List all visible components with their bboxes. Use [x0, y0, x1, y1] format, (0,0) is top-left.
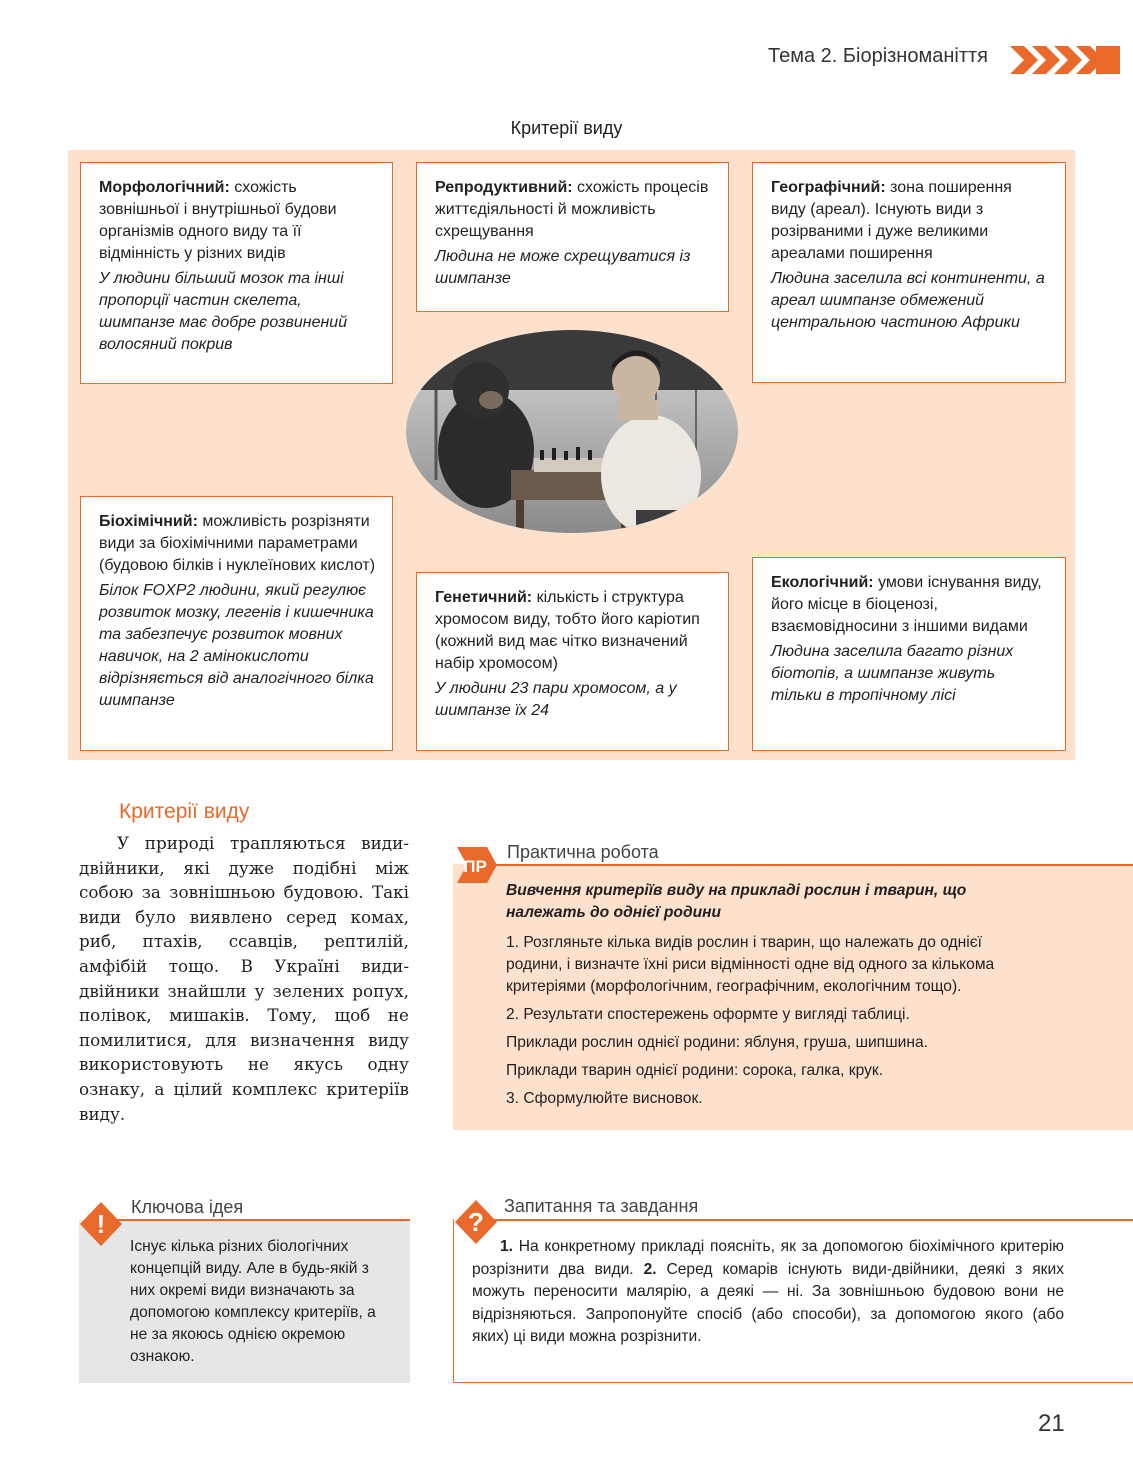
practical-step: Приклади тварин однієї родини: сорока, галка, крук.	[506, 1062, 884, 1079]
criterion-term: Репродуктивний:	[435, 179, 573, 196]
question-2: Серед комарів існують види-двійники, деякі з яких можуть переносити малярію, а деякі — ні. За зовнішньою будовою вони не відрізняються. Запропонуйте спосіб (або способи), за допомогою якого (або яких) ці види можна розрізнити.	[472, 1260, 1064, 1345]
questions-label: Запитання та завдання	[504, 1196, 699, 1216]
key-idea-text: Існує кілька різних біологічних концепцій виду. Але в будь-якій з них окремі види визначають за допомогою комплексу критеріїв, а не за якоюсь однією окремою ознакою.	[130, 1238, 376, 1365]
practical-step: Приклади рослин однієї родини: яблуня, груша, шипшина.	[506, 1034, 928, 1051]
questions-text	[472, 1236, 1064, 1349]
chapter-header: Тема 2. Біорізноманіття	[768, 45, 988, 67]
question-number: 2.	[643, 1260, 657, 1278]
criterion-definition: умови існування виду, його місце в біоценозі, взаємовідносини з іншими видами	[771, 574, 1042, 635]
key-idea-label: Ключова ідея	[131, 1197, 244, 1217]
criterion-example: Людина не може схрещуватися із шимпанзе	[435, 248, 691, 287]
criterion-card-biochemical	[80, 496, 393, 751]
chimpanzee-chess-photo	[406, 330, 738, 533]
criterion-example: У людини більший мозок та інші пропорції частин скелета, шимпанзе має добре розвинений волосяний покрив	[99, 270, 348, 353]
chevron-arrows-icon	[1010, 44, 1120, 76]
criterion-example: Білок FOXP2 людини, який регулює розвиток мозку, легенів і кишечника та забезпечує розвиток мовних навичок, на 2 амінокислоти відрізняється від аналогічного білка шимпанзе	[99, 582, 374, 709]
criterion-definition: схожість процесів життєдіяльності й можливість схрещування	[435, 179, 709, 240]
criterion-term: Географічний:	[771, 179, 886, 196]
criterion-definition: кількість і структура хромосом виду, тобто його каріотип (кожний вид має чітко визначений набір хромосом)	[435, 589, 700, 672]
criterion-term: Екологічний:	[771, 574, 874, 591]
criterion-card-morphological	[80, 162, 393, 384]
criterion-term: Генетичний:	[435, 589, 533, 606]
practical-step: 3. Сформулюйте висновок.	[506, 1090, 703, 1107]
practical-step: 2. Результати спостережень оформте у вигляді таблиці.	[506, 1006, 910, 1023]
practical-title: Вивчення критеріїв виду на прикладі рослин і тварин, що належать до однієї родини	[506, 882, 967, 921]
question-number: 1.	[500, 1238, 514, 1255]
criterion-card-reproductive	[416, 162, 729, 312]
practical-label: Практична робота	[507, 842, 659, 862]
section-heading: Критерії виду	[119, 800, 250, 823]
question-1: На конкретному прикладі поясніть, як за допомогою біохімічного критерію розрізнити два види.	[472, 1238, 1064, 1278]
page-number: 21	[1038, 1410, 1065, 1437]
criterion-term: Біохімічний:	[99, 513, 198, 530]
criterion-term: Морфологічний:	[99, 179, 230, 196]
criterion-definition: можливість розрізняти види за біохімічними параметрами (будовою білків і нуклеїнових кислот)	[99, 513, 376, 574]
section-body: У природі трапляються види-двійники, які дуже подібні між собою за зовнішньою будовою. Такі види було виявлено серед комах, риб, птахів, ссавців, рептилій, амфібій тощо. В Україні види-двійники знайшли у зелених ропух, полівок, мишаків. Тому, щоб не помилитися, для визначення виду використовують не якусь одну ознаку, а цілий комплекс критеріїв виду.	[79, 833, 409, 1124]
criterion-card-ecological	[752, 557, 1066, 751]
criterion-example: У людини 23 пари хромосом, а у шимпанзе їх 24	[435, 680, 677, 719]
criterion-example: Людина заселила всі континенти, а ареал шимпанзе обмежений центральною частиною Африки	[771, 270, 1045, 331]
questions-divider	[487, 1219, 1133, 1221]
criterion-definition: зона поширення виду (ареал). Існують види з розірваними і дуже великими ареалами поширення	[771, 179, 1012, 262]
criterion-card-genetic	[416, 572, 729, 751]
practical-step: 1. Розгляньте кілька видів рослин і тварин, що належать до однієї родини, і визначте їхні риси відмінності одне від одного за кількома критеріями (морфологічним, географічним, екологічним тощо).	[506, 934, 995, 995]
practical-content	[506, 880, 1033, 1116]
diagram-title: Критерії виду	[510, 118, 623, 138]
questions-badge-text: ?	[468, 1207, 484, 1237]
criterion-definition: схожість зовнішньої і внутрішньої будови організмів одного виду та її відмінність у різних видів	[99, 179, 337, 262]
criterion-example: Людина заселила багато різних біотопів, а шимпанзе живуть тільки в тропічному лісі	[771, 643, 1014, 704]
criterion-card-geographic	[752, 162, 1066, 383]
practical-divider	[487, 864, 1133, 866]
practical-badge-text: ПР	[463, 857, 487, 876]
key-idea-divider	[112, 1219, 410, 1221]
exclamation-icon	[78, 1200, 124, 1248]
practical-badge-icon	[453, 845, 499, 885]
key-idea-badge-text: !	[96, 1209, 106, 1239]
